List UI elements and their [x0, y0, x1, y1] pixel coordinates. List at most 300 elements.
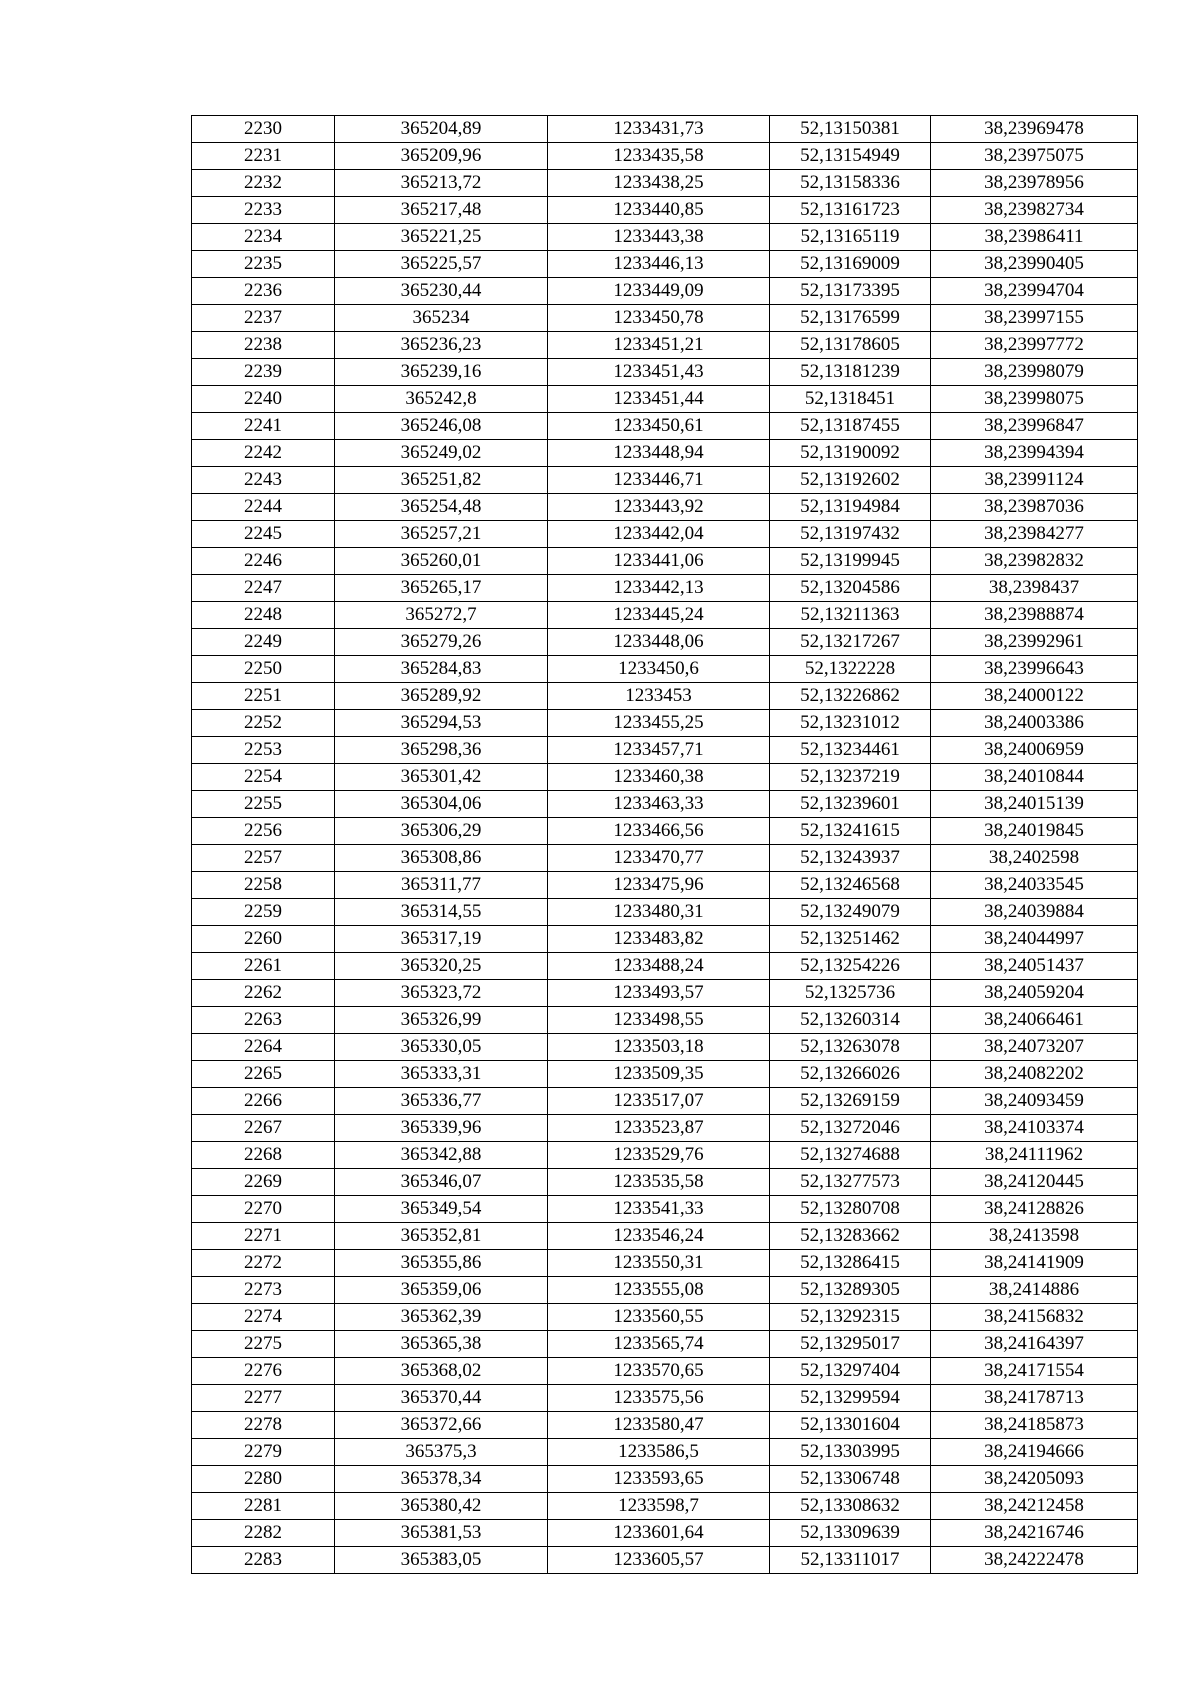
x-coordinate-cell: 365359,06: [335, 1277, 548, 1304]
x-coordinate-cell: 365352,81: [335, 1223, 548, 1250]
x-coordinate-cell: 365326,99: [335, 1007, 548, 1034]
latitude-cell: 52,1318451: [770, 386, 931, 413]
latitude-cell: 52,13280708: [770, 1196, 931, 1223]
table-row: [192, 656, 1138, 683]
table-row: [192, 683, 1138, 710]
table-row: [192, 1304, 1138, 1331]
table-row: [192, 845, 1138, 872]
table-row: [192, 197, 1138, 224]
latitude-cell: 52,13239601: [770, 791, 931, 818]
point-number-cell: 2237: [192, 305, 335, 332]
x-coordinate-cell: 365383,05: [335, 1547, 548, 1574]
longitude-cell: 38,24082202: [931, 1061, 1138, 1088]
longitude-cell: 38,23994394: [931, 440, 1138, 467]
x-coordinate-cell: 365372,66: [335, 1412, 548, 1439]
longitude-cell: 38,23975075: [931, 143, 1138, 170]
latitude-cell: 52,13234461: [770, 737, 931, 764]
point-number-cell: 2238: [192, 332, 335, 359]
point-number-cell: 2261: [192, 953, 335, 980]
y-coordinate-cell: 1233440,85: [548, 197, 770, 224]
y-coordinate-cell: 1233517,07: [548, 1088, 770, 1115]
x-coordinate-cell: 365249,02: [335, 440, 548, 467]
point-number-cell: 2253: [192, 737, 335, 764]
table-body: [192, 116, 1138, 1574]
latitude-cell: 52,13204586: [770, 575, 931, 602]
point-number-cell: 2244: [192, 494, 335, 521]
y-coordinate-cell: 1233451,44: [548, 386, 770, 413]
longitude-cell: 38,24171554: [931, 1358, 1138, 1385]
y-coordinate-cell: 1233435,58: [548, 143, 770, 170]
x-coordinate-cell: 365349,54: [335, 1196, 548, 1223]
latitude-cell: 52,13190092: [770, 440, 931, 467]
table-row: [192, 467, 1138, 494]
longitude-cell: 38,23982832: [931, 548, 1138, 575]
y-coordinate-cell: 1233598,7: [548, 1493, 770, 1520]
point-number-cell: 2251: [192, 683, 335, 710]
longitude-cell: 38,24033545: [931, 872, 1138, 899]
x-coordinate-cell: 365370,44: [335, 1385, 548, 1412]
point-number-cell: 2240: [192, 386, 335, 413]
x-coordinate-cell: 365346,07: [335, 1169, 548, 1196]
y-coordinate-cell: 1233451,21: [548, 332, 770, 359]
table-row: [192, 1061, 1138, 1088]
y-coordinate-cell: 1233442,13: [548, 575, 770, 602]
point-number-cell: 2260: [192, 926, 335, 953]
y-coordinate-cell: 1233483,82: [548, 926, 770, 953]
x-coordinate-cell: 365375,3: [335, 1439, 548, 1466]
longitude-cell: 38,23997155: [931, 305, 1138, 332]
x-coordinate-cell: 365213,72: [335, 170, 548, 197]
x-coordinate-cell: 365217,48: [335, 197, 548, 224]
longitude-cell: 38,2398437: [931, 575, 1138, 602]
point-number-cell: 2233: [192, 197, 335, 224]
point-number-cell: 2257: [192, 845, 335, 872]
table-row: [192, 1520, 1138, 1547]
table-row: [192, 1115, 1138, 1142]
latitude-cell: 52,13181239: [770, 359, 931, 386]
y-coordinate-cell: 1233438,25: [548, 170, 770, 197]
latitude-cell: 52,13217267: [770, 629, 931, 656]
point-number-cell: 2241: [192, 413, 335, 440]
y-coordinate-cell: 1233498,55: [548, 1007, 770, 1034]
y-coordinate-cell: 1233509,35: [548, 1061, 770, 1088]
longitude-cell: 38,24185873: [931, 1412, 1138, 1439]
longitude-cell: 38,24019845: [931, 818, 1138, 845]
latitude-cell: 52,13150381: [770, 116, 931, 143]
x-coordinate-cell: 365381,53: [335, 1520, 548, 1547]
table-row: [192, 791, 1138, 818]
longitude-cell: 38,23998075: [931, 386, 1138, 413]
latitude-cell: 52,13272046: [770, 1115, 931, 1142]
x-coordinate-cell: 365254,48: [335, 494, 548, 521]
table-row: [192, 278, 1138, 305]
latitude-cell: 52,13260314: [770, 1007, 931, 1034]
longitude-cell: 38,23978956: [931, 170, 1138, 197]
coordinates-table: [191, 115, 1138, 1574]
point-number-cell: 2236: [192, 278, 335, 305]
latitude-cell: 52,13169009: [770, 251, 931, 278]
table-row: [192, 386, 1138, 413]
y-coordinate-cell: 1233593,65: [548, 1466, 770, 1493]
y-coordinate-cell: 1233453: [548, 683, 770, 710]
x-coordinate-cell: 365272,7: [335, 602, 548, 629]
y-coordinate-cell: 1233546,24: [548, 1223, 770, 1250]
longitude-cell: 38,23997772: [931, 332, 1138, 359]
x-coordinate-cell: 365294,53: [335, 710, 548, 737]
latitude-cell: 52,13154949: [770, 143, 931, 170]
y-coordinate-cell: 1233443,92: [548, 494, 770, 521]
x-coordinate-cell: 365225,57: [335, 251, 548, 278]
point-number-cell: 2265: [192, 1061, 335, 1088]
point-number-cell: 2274: [192, 1304, 335, 1331]
latitude-cell: 52,13292315: [770, 1304, 931, 1331]
x-coordinate-cell: 365284,83: [335, 656, 548, 683]
table-row: [192, 899, 1138, 926]
latitude-cell: 52,13309639: [770, 1520, 931, 1547]
point-number-cell: 2239: [192, 359, 335, 386]
point-number-cell: 2283: [192, 1547, 335, 1574]
y-coordinate-cell: 1233503,18: [548, 1034, 770, 1061]
latitude-cell: 52,13158336: [770, 170, 931, 197]
table-row: [192, 575, 1138, 602]
y-coordinate-cell: 1233586,5: [548, 1439, 770, 1466]
y-coordinate-cell: 1233448,94: [548, 440, 770, 467]
x-coordinate-cell: 365336,77: [335, 1088, 548, 1115]
latitude-cell: 52,13161723: [770, 197, 931, 224]
x-coordinate-cell: 365204,89: [335, 116, 548, 143]
latitude-cell: 52,1325736: [770, 980, 931, 1007]
longitude-cell: 38,24059204: [931, 980, 1138, 1007]
table-row: [192, 926, 1138, 953]
table-row: [192, 1169, 1138, 1196]
point-number-cell: 2256: [192, 818, 335, 845]
longitude-cell: 38,24003386: [931, 710, 1138, 737]
y-coordinate-cell: 1233451,43: [548, 359, 770, 386]
longitude-cell: 38,23996847: [931, 413, 1138, 440]
longitude-cell: 38,2402598: [931, 845, 1138, 872]
y-coordinate-cell: 1233450,78: [548, 305, 770, 332]
longitude-cell: 38,24216746: [931, 1520, 1138, 1547]
table-row: [192, 629, 1138, 656]
longitude-cell: 38,24000122: [931, 683, 1138, 710]
x-coordinate-cell: 365289,92: [335, 683, 548, 710]
table-row: [192, 359, 1138, 386]
longitude-cell: 38,24066461: [931, 1007, 1138, 1034]
longitude-cell: 38,24006959: [931, 737, 1138, 764]
longitude-cell: 38,24141909: [931, 1250, 1138, 1277]
y-coordinate-cell: 1233570,65: [548, 1358, 770, 1385]
y-coordinate-cell: 1233475,96: [548, 872, 770, 899]
x-coordinate-cell: 365378,34: [335, 1466, 548, 1493]
x-coordinate-cell: 365330,05: [335, 1034, 548, 1061]
longitude-cell: 38,24194666: [931, 1439, 1138, 1466]
table-row: [192, 1385, 1138, 1412]
point-number-cell: 2255: [192, 791, 335, 818]
y-coordinate-cell: 1233493,57: [548, 980, 770, 1007]
point-number-cell: 2259: [192, 899, 335, 926]
table-row: [192, 305, 1138, 332]
table-row: [192, 1358, 1138, 1385]
x-coordinate-cell: 365365,38: [335, 1331, 548, 1358]
point-number-cell: 2279: [192, 1439, 335, 1466]
y-coordinate-cell: 1233535,58: [548, 1169, 770, 1196]
table-row: [192, 143, 1138, 170]
table-row: [192, 710, 1138, 737]
x-coordinate-cell: 365246,08: [335, 413, 548, 440]
table-row: [192, 440, 1138, 467]
latitude-cell: 52,13226862: [770, 683, 931, 710]
x-coordinate-cell: 365306,29: [335, 818, 548, 845]
longitude-cell: 38,24156832: [931, 1304, 1138, 1331]
y-coordinate-cell: 1233529,76: [548, 1142, 770, 1169]
x-coordinate-cell: 365304,06: [335, 791, 548, 818]
y-coordinate-cell: 1233455,25: [548, 710, 770, 737]
x-coordinate-cell: 365355,86: [335, 1250, 548, 1277]
table-row: [192, 251, 1138, 278]
table-row: [192, 170, 1138, 197]
latitude-cell: 52,13251462: [770, 926, 931, 953]
longitude-cell: 38,24093459: [931, 1088, 1138, 1115]
y-coordinate-cell: 1233463,33: [548, 791, 770, 818]
point-number-cell: 2264: [192, 1034, 335, 1061]
point-number-cell: 2275: [192, 1331, 335, 1358]
point-number-cell: 2254: [192, 764, 335, 791]
y-coordinate-cell: 1233450,6: [548, 656, 770, 683]
y-coordinate-cell: 1233480,31: [548, 899, 770, 926]
latitude-cell: 52,13277573: [770, 1169, 931, 1196]
x-coordinate-cell: 365221,25: [335, 224, 548, 251]
table-row: [192, 494, 1138, 521]
latitude-cell: 52,13249079: [770, 899, 931, 926]
table-row: [192, 1088, 1138, 1115]
table-row: [192, 1196, 1138, 1223]
longitude-cell: 38,23990405: [931, 251, 1138, 278]
latitude-cell: 52,13176599: [770, 305, 931, 332]
latitude-cell: 52,13299594: [770, 1385, 931, 1412]
longitude-cell: 38,24222478: [931, 1547, 1138, 1574]
longitude-cell: 38,2414886: [931, 1277, 1138, 1304]
table-row: [192, 224, 1138, 251]
latitude-cell: 52,13197432: [770, 521, 931, 548]
x-coordinate-cell: 365317,19: [335, 926, 548, 953]
point-number-cell: 2246: [192, 548, 335, 575]
y-coordinate-cell: 1233580,47: [548, 1412, 770, 1439]
table-row: [192, 116, 1138, 143]
x-coordinate-cell: 365209,96: [335, 143, 548, 170]
point-number-cell: 2282: [192, 1520, 335, 1547]
latitude-cell: 52,1322228: [770, 656, 931, 683]
point-number-cell: 2281: [192, 1493, 335, 1520]
table-row: [192, 1277, 1138, 1304]
latitude-cell: 52,13192602: [770, 467, 931, 494]
table-row: [192, 1007, 1138, 1034]
table-row: [192, 1493, 1138, 1520]
longitude-cell: 38,23984277: [931, 521, 1138, 548]
x-coordinate-cell: 365298,36: [335, 737, 548, 764]
longitude-cell: 38,24073207: [931, 1034, 1138, 1061]
latitude-cell: 52,13286415: [770, 1250, 931, 1277]
y-coordinate-cell: 1233431,73: [548, 116, 770, 143]
y-coordinate-cell: 1233443,38: [548, 224, 770, 251]
x-coordinate-cell: 365234: [335, 305, 548, 332]
y-coordinate-cell: 1233445,24: [548, 602, 770, 629]
x-coordinate-cell: 365308,86: [335, 845, 548, 872]
table-row: [192, 1439, 1138, 1466]
longitude-cell: 38,24178713: [931, 1385, 1138, 1412]
y-coordinate-cell: 1233601,64: [548, 1520, 770, 1547]
x-coordinate-cell: 365333,31: [335, 1061, 548, 1088]
longitude-cell: 38,24212458: [931, 1493, 1138, 1520]
y-coordinate-cell: 1233442,04: [548, 521, 770, 548]
x-coordinate-cell: 365242,8: [335, 386, 548, 413]
point-number-cell: 2252: [192, 710, 335, 737]
point-number-cell: 2234: [192, 224, 335, 251]
longitude-cell: 38,23991124: [931, 467, 1138, 494]
table-row: [192, 980, 1138, 1007]
table-row: [192, 413, 1138, 440]
longitude-cell: 38,24128826: [931, 1196, 1138, 1223]
y-coordinate-cell: 1233460,38: [548, 764, 770, 791]
longitude-cell: 38,24015139: [931, 791, 1138, 818]
x-coordinate-cell: 365362,39: [335, 1304, 548, 1331]
y-coordinate-cell: 1233565,74: [548, 1331, 770, 1358]
latitude-cell: 52,13237219: [770, 764, 931, 791]
table-row: [192, 602, 1138, 629]
latitude-cell: 52,13173395: [770, 278, 931, 305]
x-coordinate-cell: 365323,72: [335, 980, 548, 1007]
y-coordinate-cell: 1233523,87: [548, 1115, 770, 1142]
y-coordinate-cell: 1233550,31: [548, 1250, 770, 1277]
point-number-cell: 2270: [192, 1196, 335, 1223]
x-coordinate-cell: 365314,55: [335, 899, 548, 926]
point-number-cell: 2245: [192, 521, 335, 548]
latitude-cell: 52,13269159: [770, 1088, 931, 1115]
point-number-cell: 2243: [192, 467, 335, 494]
y-coordinate-cell: 1233446,71: [548, 467, 770, 494]
y-coordinate-cell: 1233541,33: [548, 1196, 770, 1223]
latitude-cell: 52,13263078: [770, 1034, 931, 1061]
longitude-cell: 38,2413598: [931, 1223, 1138, 1250]
longitude-cell: 38,24111962: [931, 1142, 1138, 1169]
table-row: [192, 1547, 1138, 1574]
latitude-cell: 52,13187455: [770, 413, 931, 440]
longitude-cell: 38,23988874: [931, 602, 1138, 629]
y-coordinate-cell: 1233555,08: [548, 1277, 770, 1304]
point-number-cell: 2258: [192, 872, 335, 899]
point-number-cell: 2242: [192, 440, 335, 467]
latitude-cell: 52,13178605: [770, 332, 931, 359]
x-coordinate-cell: 365301,42: [335, 764, 548, 791]
x-coordinate-cell: 365380,42: [335, 1493, 548, 1520]
point-number-cell: 2262: [192, 980, 335, 1007]
table-row: [192, 872, 1138, 899]
point-number-cell: 2280: [192, 1466, 335, 1493]
point-number-cell: 2230: [192, 116, 335, 143]
point-number-cell: 2247: [192, 575, 335, 602]
x-coordinate-cell: 365251,82: [335, 467, 548, 494]
y-coordinate-cell: 1233441,06: [548, 548, 770, 575]
point-number-cell: 2248: [192, 602, 335, 629]
point-number-cell: 2273: [192, 1277, 335, 1304]
x-coordinate-cell: 365368,02: [335, 1358, 548, 1385]
x-coordinate-cell: 365257,21: [335, 521, 548, 548]
table-row: [192, 1223, 1138, 1250]
y-coordinate-cell: 1233560,55: [548, 1304, 770, 1331]
point-number-cell: 2231: [192, 143, 335, 170]
point-number-cell: 2235: [192, 251, 335, 278]
y-coordinate-cell: 1233488,24: [548, 953, 770, 980]
latitude-cell: 52,13308632: [770, 1493, 931, 1520]
point-number-cell: 2250: [192, 656, 335, 683]
y-coordinate-cell: 1233450,61: [548, 413, 770, 440]
table-row: [192, 332, 1138, 359]
longitude-cell: 38,23994704: [931, 278, 1138, 305]
point-number-cell: 2266: [192, 1088, 335, 1115]
table-row: [192, 737, 1138, 764]
latitude-cell: 52,13211363: [770, 602, 931, 629]
longitude-cell: 38,24010844: [931, 764, 1138, 791]
x-coordinate-cell: 365236,23: [335, 332, 548, 359]
latitude-cell: 52,13243937: [770, 845, 931, 872]
table-row: [192, 1142, 1138, 1169]
table-row: [192, 1466, 1138, 1493]
longitude-cell: 38,24120445: [931, 1169, 1138, 1196]
y-coordinate-cell: 1233448,06: [548, 629, 770, 656]
latitude-cell: 52,13303995: [770, 1439, 931, 1466]
y-coordinate-cell: 1233605,57: [548, 1547, 770, 1574]
latitude-cell: 52,13165119: [770, 224, 931, 251]
x-coordinate-cell: 365342,88: [335, 1142, 548, 1169]
x-coordinate-cell: 365265,17: [335, 575, 548, 602]
longitude-cell: 38,24164397: [931, 1331, 1138, 1358]
point-number-cell: 2249: [192, 629, 335, 656]
latitude-cell: 52,13266026: [770, 1061, 931, 1088]
latitude-cell: 52,13301604: [770, 1412, 931, 1439]
y-coordinate-cell: 1233446,13: [548, 251, 770, 278]
latitude-cell: 52,13246568: [770, 872, 931, 899]
point-number-cell: 2272: [192, 1250, 335, 1277]
latitude-cell: 52,13254226: [770, 953, 931, 980]
table-row: [192, 764, 1138, 791]
point-number-cell: 2269: [192, 1169, 335, 1196]
point-number-cell: 2276: [192, 1358, 335, 1385]
y-coordinate-cell: 1233575,56: [548, 1385, 770, 1412]
table-row: [192, 1250, 1138, 1277]
point-number-cell: 2271: [192, 1223, 335, 1250]
longitude-cell: 38,23992961: [931, 629, 1138, 656]
latitude-cell: 52,13306748: [770, 1466, 931, 1493]
longitude-cell: 38,23982734: [931, 197, 1138, 224]
latitude-cell: 52,13311017: [770, 1547, 931, 1574]
x-coordinate-cell: 365320,25: [335, 953, 548, 980]
table-row: [192, 1034, 1138, 1061]
latitude-cell: 52,13231012: [770, 710, 931, 737]
y-coordinate-cell: 1233449,09: [548, 278, 770, 305]
table-row: [192, 1412, 1138, 1439]
longitude-cell: 38,24205093: [931, 1466, 1138, 1493]
x-coordinate-cell: 365230,44: [335, 278, 548, 305]
table-row: [192, 521, 1138, 548]
longitude-cell: 38,23987036: [931, 494, 1138, 521]
latitude-cell: 52,13199945: [770, 548, 931, 575]
longitude-cell: 38,23986411: [931, 224, 1138, 251]
longitude-cell: 38,24044997: [931, 926, 1138, 953]
latitude-cell: 52,13289305: [770, 1277, 931, 1304]
point-number-cell: 2268: [192, 1142, 335, 1169]
longitude-cell: 38,23969478: [931, 116, 1138, 143]
x-coordinate-cell: 365339,96: [335, 1115, 548, 1142]
point-number-cell: 2263: [192, 1007, 335, 1034]
